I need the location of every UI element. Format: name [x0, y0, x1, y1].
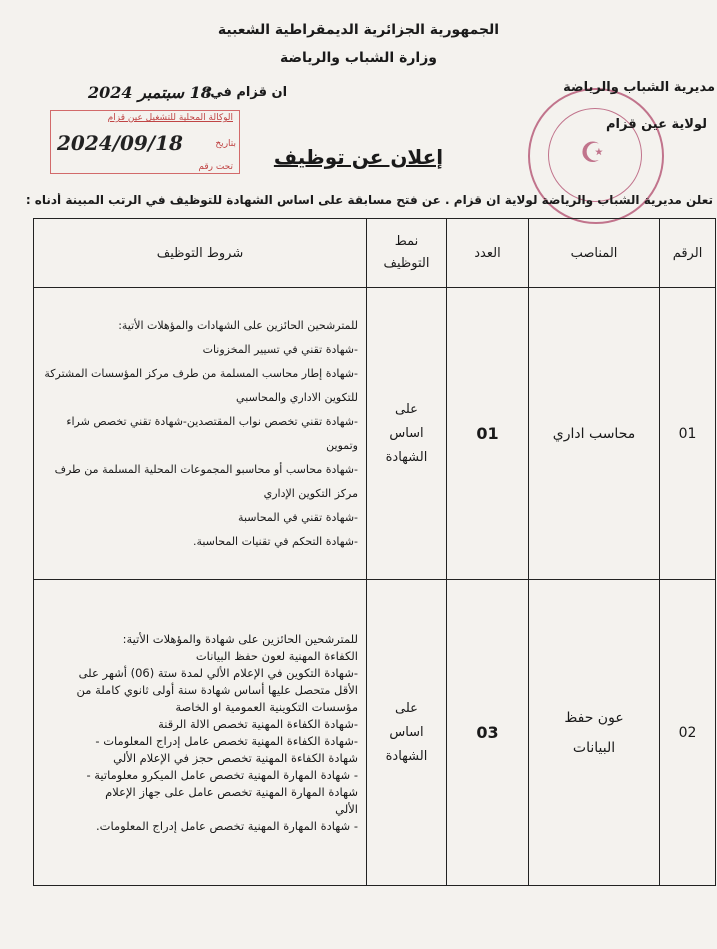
row-conditions — [34, 288, 367, 580]
page-title: إعلان عن توظيف — [273, 145, 444, 169]
table-header-row — [34, 219, 716, 288]
condition-line: -شهادة الكفاءة المهنية تخصص الالة الرقنة — [158, 716, 358, 731]
table-row — [34, 288, 716, 580]
row-position: محاسب اداري — [529, 288, 660, 580]
condition-line: -شهادة إطار محاسب المسلمة من طرف مركز المؤسسات المشتركة — [44, 366, 358, 380]
header-mode: نمط التوظيف — [367, 219, 447, 288]
table-row — [34, 580, 716, 886]
row-count: 01 — [447, 288, 529, 580]
header-num: الرقم — [660, 219, 716, 288]
condition-line: -شهادة الكفاءة المهنية تخصص عامل إدراج المعلومات - — [95, 733, 358, 748]
condition-line: شهادة المهارة المهنية تخصص عامل على جهاز الإعلام — [105, 784, 358, 799]
condition-line: للمترشحين الحائزين على الشهادات والمؤهلات الأتية: — [118, 318, 358, 332]
stamp-date: 2024/09/18 — [57, 131, 183, 155]
condition-line: الأقل متحصل عليها أساس شهادة سنة أولى ثانوي كاملة من — [76, 682, 358, 697]
header-count: العدد — [447, 219, 529, 288]
condition-line: -شهادة التحكم في تقنيات المحاسبة. — [192, 534, 358, 548]
header-conditions: شروط التوظيف — [34, 219, 367, 288]
condition-line: وتموين — [326, 438, 358, 452]
directorate-name: مديرية الشباب والرياضة — [563, 80, 715, 95]
row-num: 02 — [660, 580, 716, 886]
official-seal-icon: ☪ — [528, 88, 664, 224]
condition-line: مؤسسات التكوينية العمومية او الخاصة — [175, 699, 358, 714]
agency-stamp-text: الوكالة المحلية للتشغيل عين قزام — [107, 113, 233, 123]
stamp-date-label: بتاريخ — [215, 139, 236, 149]
row-mode: على اساس الشهادة — [367, 288, 447, 580]
condition-line: -شهادة تقني في المحاسبة — [238, 510, 358, 524]
wilaya-name: لولاية عين قزام — [606, 117, 707, 132]
recruitment-table — [33, 218, 716, 886]
republic-name: الجمهورية الجزائرية الديمقراطية الشعبية — [217, 22, 500, 38]
condition-line: - شهادة المهارة المهنية تخصص عامل الميكرو معلوماتية - — [86, 767, 358, 782]
date-value: 18 سبتمبر 2024 — [88, 83, 212, 102]
stamp-footer: تحت رقم — [198, 162, 233, 172]
condition-line: الكفاءة المهنية لعون حفظ البيانات — [195, 648, 358, 663]
header-position: المناصب — [529, 219, 660, 288]
row-mode: على اساس الشهادة — [367, 580, 447, 886]
condition-line: -شهادة التكوين في الإعلام الألي لمدة ستة (06) أشهر على — [78, 665, 358, 680]
condition-line: شهادة الكفاءة المهنية تخصص حجز في الإعلام الألي — [113, 750, 358, 765]
row-num: 01 — [660, 288, 716, 580]
conditions-list — [34, 308, 366, 560]
row-position: عون حفظ البيانات — [529, 580, 660, 886]
condition-line: -شهادة تقني تخصص نواب المقتصدين-شهادة تقني تخصص شراء — [66, 414, 358, 428]
condition-line: - شهادة المهارة المهنية تخصص عامل إدراج المعلومات. — [95, 818, 358, 833]
condition-line: مركز التكوين الإداري — [263, 486, 358, 500]
date-label: ان قزام في: — [205, 85, 288, 100]
ministry-name: وزارة الشباب والرياضة — [280, 50, 437, 66]
condition-line: الألي — [335, 801, 358, 816]
intro-text: تعلن مديرية الشباب والرياضة لولاية ان قزام . عن فتح مسابقة على اساس الشهادة للتوظيف في الرتب المبينة أدناه : — [25, 193, 713, 207]
conditions-list — [34, 625, 366, 841]
condition-line: للتكوين الاداري والمحاسبي — [236, 390, 358, 404]
row-conditions — [34, 580, 367, 886]
condition-line: -شهادة تقني في تسيير المخزونات — [202, 342, 358, 356]
row-count: 03 — [447, 580, 529, 886]
condition-line: -شهادة محاسب أو محاسبو المجموعات المحلية المسلمة من طرف — [54, 462, 358, 476]
condition-line: للمترشحين الحائزين على شهادة والمؤهلات الأتية: — [122, 631, 358, 646]
